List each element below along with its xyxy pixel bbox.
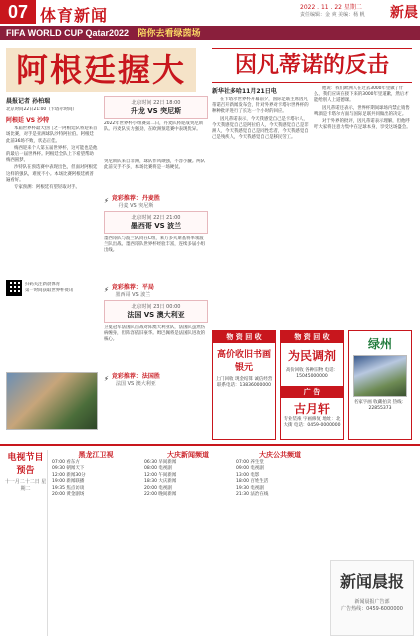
tv-item: 07:00 养生堂 bbox=[236, 460, 264, 465]
tv-guide-title: 电视节目预告 bbox=[7, 453, 44, 476]
qr-caption-2: 第一时间获取世界杯资讯 bbox=[25, 288, 74, 294]
match-box-1 bbox=[104, 96, 208, 119]
section-divider bbox=[0, 444, 420, 446]
left-para-2: 梅西迎来个人第五届世界杯，这可能也是他的最后一届世界杯。阿根廷全队上下希望帮助梅西圆梦。 bbox=[6, 145, 98, 164]
footer-ad-line: 新闻晨报广告部 bbox=[354, 599, 390, 605]
pick-1: 竞彩推荐：丹麦胜 bbox=[111, 195, 160, 202]
match-box-3 bbox=[104, 300, 208, 323]
tv-item: 09:00 电视剧 bbox=[236, 466, 264, 472]
match-3-time: 北京时间 23日 00:00 bbox=[131, 304, 181, 310]
ad-3-body: 专业装裱 字画修复 地址：北大街 电话：0459-0000000 bbox=[283, 417, 341, 428]
tv-item: 08:00 电视剧 bbox=[144, 466, 172, 472]
left-subtitle: 阿根廷 VS 沙特 bbox=[6, 117, 50, 125]
right-body-col1 bbox=[212, 97, 310, 327]
page-header bbox=[0, 0, 420, 28]
ad-4-title: 绿州 bbox=[367, 337, 392, 351]
headline-rule bbox=[212, 48, 412, 49]
pick-block-2 bbox=[104, 282, 208, 298]
match-1-title: 升龙 VS 突尼斯 bbox=[130, 107, 182, 115]
section-title: 体育新闻 bbox=[40, 6, 109, 25]
center-para-4: 卫冕冠军法国队首战对阵澳大利亚队，法国队虽然伤病缠身，但阵容依旧豪华。姆巴佩将是法国队进攻的核心。 bbox=[104, 325, 205, 343]
pick-1-score: 丹麦 VS 突尼斯 bbox=[118, 203, 154, 209]
match-3-title: 法国 VS 澳大利亚 bbox=[127, 311, 185, 319]
tv-item: 12:00 新闻30分 bbox=[52, 472, 86, 478]
pick-block-1 bbox=[104, 193, 208, 209]
pick-3-score: 法国 VS 澳大利亚 bbox=[116, 381, 156, 387]
worldcup-slogan: 陪你去看绿茵场 bbox=[137, 28, 201, 38]
ad-recycle-1 bbox=[212, 330, 276, 440]
ad-2-title: 为民调剂 bbox=[287, 349, 336, 363]
left-body bbox=[6, 126, 98, 276]
right-para-3: 他说：我们欧洲人在过去3000年里做了什么，我们应该在接下来的3000年里道歉，然后才能给别人上道德课。 bbox=[314, 86, 409, 104]
right-body-col2 bbox=[314, 86, 412, 326]
headline-rule-bottom bbox=[212, 82, 412, 83]
ad-gallery bbox=[348, 330, 412, 440]
tv-item: 18:30 大庆新闻 bbox=[144, 479, 177, 485]
tv-item: 09:30 朝闻天下 bbox=[52, 466, 85, 472]
ad-4-photo bbox=[353, 355, 407, 397]
ad-3-title: 古月轩 bbox=[293, 402, 330, 416]
match-box-2 bbox=[104, 211, 208, 234]
qr-caption-1: 扫码关注新晨体育 bbox=[25, 282, 61, 287]
tv-item: 20:00 电视剧 bbox=[144, 485, 172, 491]
left-qr-block bbox=[6, 280, 98, 296]
lightning-icon: ⚡ bbox=[104, 375, 109, 383]
match-2-title: 墨西哥 VS 波兰 bbox=[130, 222, 182, 230]
center-para-2: 突尼斯队来自非洲，球队作风顽强，不容小觑。两队此前交手不多，本场比赛将是一场硬仗。 bbox=[104, 159, 205, 171]
tv-item: 21:30 法治在线 bbox=[236, 492, 269, 498]
worldcup-banner bbox=[0, 26, 420, 40]
footer-logo-block bbox=[330, 560, 414, 636]
issue-date: 2022 . 11 . 22 星期二 bbox=[300, 4, 362, 11]
right-para-2: 因凡蒂诺表示，今天我感觉自己是卡塔尔人，今天我感觉自己是阿拉伯人，今天我感觉自己是非洲人，今天我感觉自己是同性恋者，今天我感觉自己是残疾人，今天我感觉自己是移民劳工。 bbox=[212, 116, 309, 141]
tv-item: 18:00 百姓生活 bbox=[236, 479, 269, 485]
main-headline: 阿根廷握大 bbox=[6, 48, 196, 92]
tv-item: 19:00 新闻联播 bbox=[52, 479, 85, 485]
right-para-5: 对于外界的批评，因凡蒂诺表示理解，但他呼吁大家将注意力集中在足球本身，享受这场盛会。 bbox=[314, 119, 411, 131]
footer-logo: 新闻晨报 bbox=[339, 572, 404, 591]
tv-item: 13:00 电影 bbox=[236, 472, 260, 478]
right-para-4: 因凡蒂诺还表示，世界杯期间球场内禁止销售啤酒是卡塔尔方面与国际足联共同做出的决定。 bbox=[314, 105, 410, 117]
left-article bbox=[6, 96, 98, 296]
left-para-4: 专家预测：阿根廷有望轻取对手。 bbox=[14, 185, 80, 191]
tv-guide-header bbox=[4, 450, 48, 636]
right-byline: 新华社多哈11月21日电 bbox=[212, 88, 277, 95]
brand-logo: 新晨 bbox=[390, 5, 418, 21]
right-para-1: 在卡塔尔世界杯开幕前夕，国际足联主席因凡蒂诺召开新闻发布会，针对外界对卡塔尔世界杯的种种批评进行了长达一个小时的回应。 bbox=[212, 97, 309, 115]
lightning-icon: ⚡ bbox=[104, 197, 109, 205]
left-para-1: 本届世界杯最大热门之一阿根廷队将迎来首场比赛，对手是亚洲球队沙特阿拉伯。阿根廷此前36场不败，状态正佳。 bbox=[6, 126, 98, 144]
tv-guide-date: 十一月二十二日 星期二 bbox=[4, 479, 47, 492]
pick-2: 竞彩推荐：平局 bbox=[111, 284, 154, 291]
worldcup-logo-text: FIFA WORLD CUP Qatar2022 bbox=[6, 28, 130, 38]
tv-channel-1-name: 黑龙江卫视 bbox=[78, 451, 114, 459]
tv-item: 20:00 黄金剧场 bbox=[52, 492, 85, 498]
qr-code-icon[interactable] bbox=[6, 280, 22, 296]
player-photo bbox=[6, 372, 98, 430]
tv-channel-3-name: 大庆公共频道 bbox=[259, 451, 301, 459]
match-2-time: 北京时间 22日 21:00 bbox=[131, 215, 181, 221]
tv-item: 06:30 早间新闻 bbox=[144, 460, 177, 465]
tv-item: 07:00 看东方 bbox=[52, 460, 80, 465]
ad-1-title: 高价收旧书画银元 bbox=[216, 350, 271, 373]
editor-credit: 责任编辑：金 爽 美编：杨 帆 bbox=[300, 12, 365, 18]
footer-phone: 广告热线：0459-6000000 bbox=[341, 606, 403, 612]
ad-recycle-2 bbox=[280, 330, 344, 440]
ad-3-head: 广 告 bbox=[281, 386, 343, 398]
tv-item: 12:00 午间新闻 bbox=[144, 472, 177, 478]
tv-item: 19:35 焦点访谈 bbox=[52, 485, 85, 491]
ad-2-body: 高价回收 各种旧物 电话：15045000000 bbox=[285, 368, 339, 379]
tv-channel-3 bbox=[236, 450, 324, 636]
ad-2-head: 物 资 回 收 bbox=[281, 331, 343, 343]
center-column bbox=[104, 96, 208, 389]
ad-4-body: 名家字画 收藏拍卖 热线：22855373 bbox=[353, 400, 407, 411]
left-para-3: 沙特队在预选赛中表现出色，但面对阿根廷这样的强队，难度不小。本场比赛阿根廷被普遍看好。 bbox=[6, 165, 98, 183]
tv-channel-2-name: 大庆新闻频道 bbox=[167, 451, 209, 459]
pick-2-score: 墨西哥 VS 波兰 bbox=[115, 292, 151, 298]
tv-item: 19:30 电视剧 bbox=[236, 485, 264, 491]
center-para-3: 墨西哥队与波兰队同在C组，莱万多夫斯基将率领波兰队出战。墨西哥队世界杯经验丰富，连续多届小组出线。 bbox=[104, 236, 205, 254]
center-para-1: 2022年世界杯小组赛第二日，丹麦队将迎战突尼斯队。丹麦队实力强劲，在欧洲预选赛中表现优异。 bbox=[104, 121, 203, 133]
right-article bbox=[212, 86, 412, 326]
match-1-time: 北京时间 22日 18:00 bbox=[131, 100, 181, 106]
pick-block-3 bbox=[104, 371, 208, 387]
tv-channel-2-list bbox=[144, 460, 232, 498]
tv-channel-2 bbox=[144, 450, 232, 636]
lightning-icon: ⚡ bbox=[104, 286, 109, 294]
tv-channel-1 bbox=[52, 450, 140, 636]
left-intro: 北京时间22日21:00（卡塔尔时间） bbox=[6, 107, 77, 112]
left-byline: 晨报记者 孙柏瑞 bbox=[6, 98, 51, 105]
tv-channel-3-list bbox=[236, 460, 324, 498]
right-headline: 因凡蒂诺的反击 bbox=[234, 52, 389, 78]
tv-channel-1-list bbox=[52, 460, 140, 498]
ad-1-head: 物 资 回 收 bbox=[213, 331, 275, 343]
tv-item: 22:00 晚间新闻 bbox=[144, 492, 177, 498]
ad-1-body: 上门回收 现金结算 诚信经营 联系电话：13836000000 bbox=[215, 377, 273, 388]
pick-3: 竞彩推荐：法国胜 bbox=[111, 373, 160, 380]
page-number: 07 bbox=[0, 0, 36, 24]
